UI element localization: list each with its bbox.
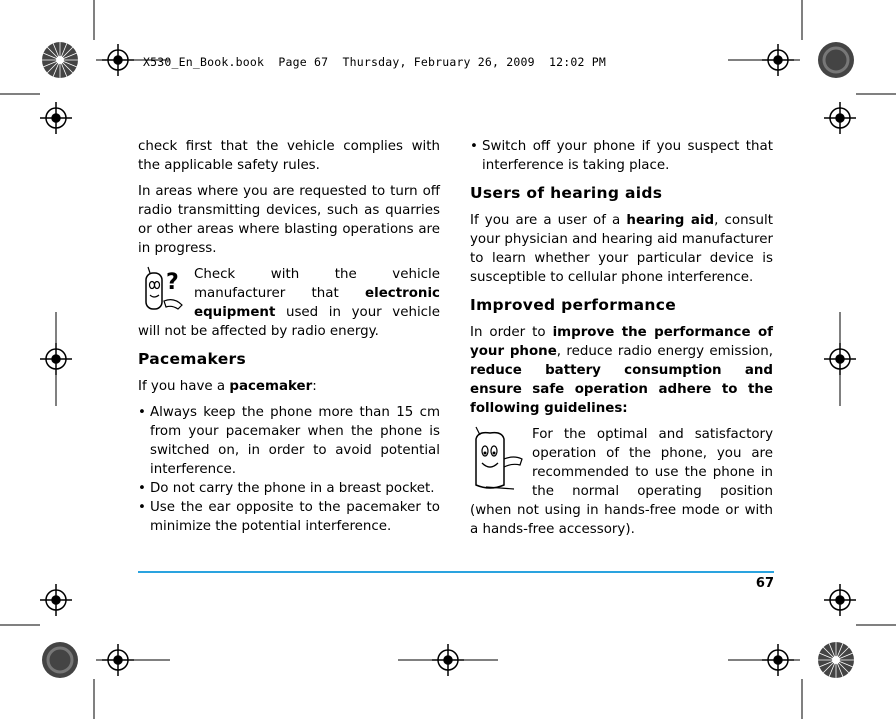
list-item: • Do not carry the phone in a breast pocket. <box>138 479 440 498</box>
right-column <box>470 137 773 539</box>
page-number: 67 <box>755 576 774 591</box>
paragraph-vehicle-rules: check first that the vehicle complies with the applicable safety rules. <box>138 139 440 173</box>
tip-block <box>470 425 773 539</box>
paragraph-performance: In order to improve the performance of your phone, reduce radio energy emission, reduce battery consumption and ensure safe operation adhere to the following guidelines: <box>470 325 773 416</box>
left-column <box>138 137 440 536</box>
heading-pacemakers: Pacemakers <box>138 350 246 368</box>
list-item: • Switch off your phone if you suspect that interference is taking place. <box>470 137 773 175</box>
note-electronic-equipment: Check with the vehicle manufacturer that electronic equipment used in your vehicle will not be affected by radio energy. <box>138 267 440 339</box>
list-item: • Use the ear opposite to the pacemaker to minimize the potential interference. <box>138 498 440 536</box>
paragraph-blasting-areas: In areas where you are requested to turn off radio transmitting devices, such as quarries or other areas where blasting operations are in progress. <box>138 184 440 256</box>
footer-rule <box>138 571 774 573</box>
paragraph-pacemaker-intro: If you have a pacemaker: <box>138 379 317 394</box>
paragraph-operating-position: For the optimal and satisfactory operation of the phone, you are recommended to use the phone in the normal operating position (when not using in hands-free mode or with a hands-free accessory). <box>470 427 773 537</box>
interference-list <box>470 137 773 175</box>
paragraph-hearing-aid: If you are a user of a hearing aid, consult your physician and hearing aid manufacturer to learn whether your particular device is susceptible to cellular phone interference. <box>470 213 773 285</box>
pacemaker-list <box>138 403 440 536</box>
heading-hearing-aids: Users of hearing aids <box>470 184 663 202</box>
heading-improved-performance: Improved performance <box>470 296 677 314</box>
phone-question-icon <box>138 265 188 313</box>
note-block <box>138 265 440 341</box>
print-header-line: X530_En_Book.book Page 67 Thursday, February 26, 2009 12:02 PM <box>143 55 607 69</box>
svg-text:?: ? <box>166 270 179 295</box>
list-item: • Always keep the phone more than 15 cm from your pacemaker when the phone is switched on, in order to avoid potential interference. <box>138 403 440 479</box>
smiling-phone-icon <box>470 425 526 495</box>
